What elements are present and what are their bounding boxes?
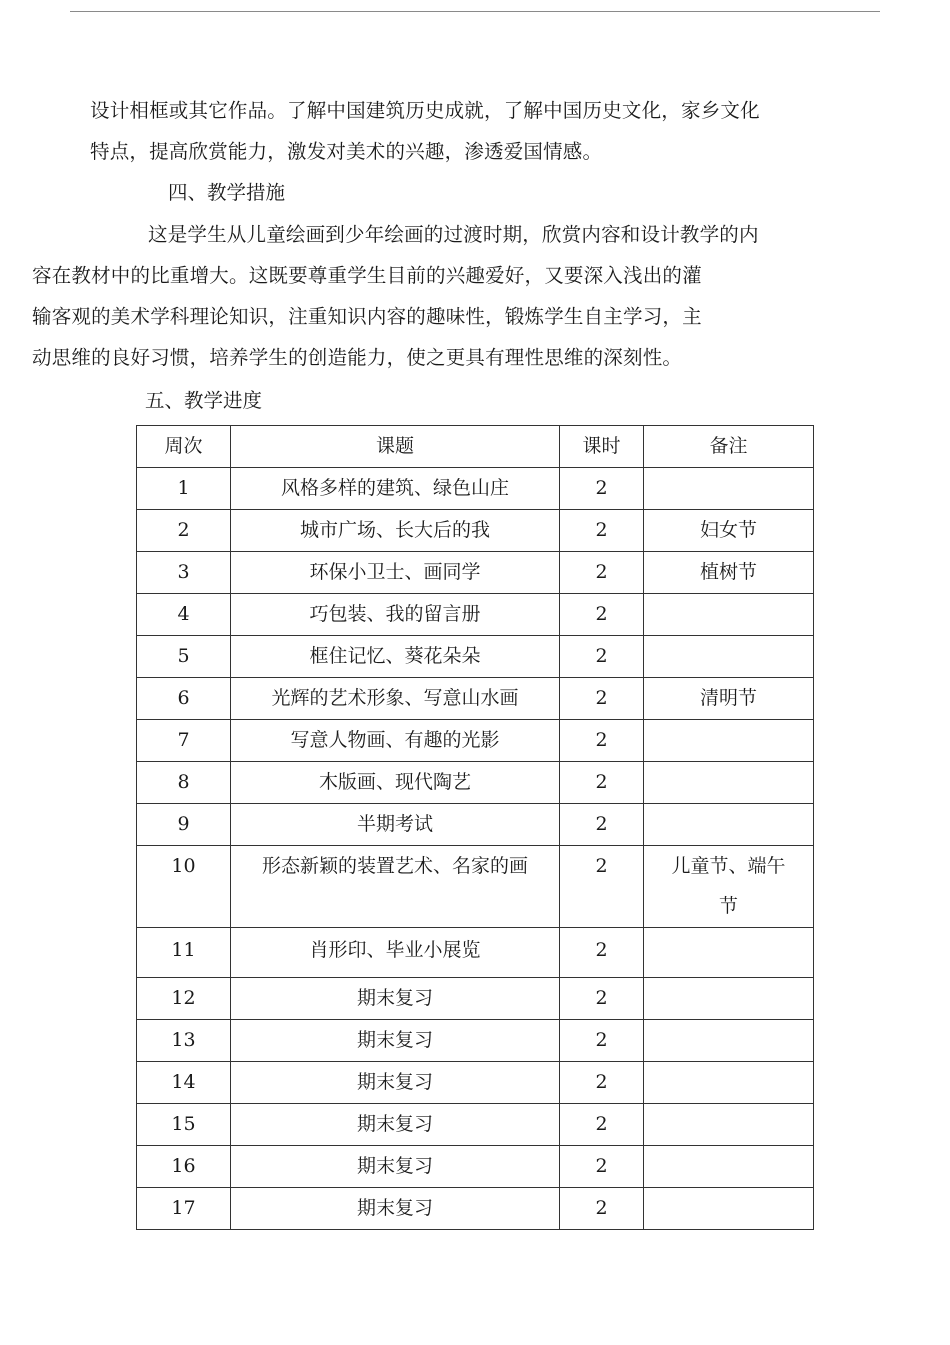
cell-note [644, 1020, 814, 1062]
table-row [137, 1146, 814, 1188]
cell-week: 9 [137, 804, 231, 846]
cell-topic: 城市广场、长大后的我 [231, 510, 560, 552]
cell-hours: 2 [560, 552, 644, 594]
cell-week: 4 [137, 594, 231, 636]
cell-hours: 2 [560, 978, 644, 1020]
cell-topic: 巧包装、我的留言册 [231, 594, 560, 636]
table-row [137, 510, 814, 552]
cell-hours: 2 [560, 762, 644, 804]
cell-topic: 期末复习 [231, 1062, 560, 1104]
cell-week: 14 [137, 1062, 231, 1104]
schedule-table [136, 425, 814, 1230]
cell-hours: 2 [560, 720, 644, 762]
text-line: 动思维的良好习惯，培养学生的创造能力，使之更具有理性思维的深刻性。 [32, 346, 683, 369]
cell-week: 12 [137, 978, 231, 1020]
cell-note: 清明节 [644, 678, 814, 720]
cell-note [644, 846, 814, 928]
cell-week: 13 [137, 1020, 231, 1062]
text-line: 特点，提高欣赏能力，激发对美术的兴趣，渗透爱国情感。 [90, 140, 603, 163]
cell-note [644, 468, 814, 510]
cell-hours: 2 [560, 1188, 644, 1230]
cell-week: 2 [137, 510, 231, 552]
cell-topic: 光辉的艺术形象、写意山水画 [231, 678, 560, 720]
header-topic: 课题 [231, 426, 560, 468]
text-line: 容在教材中的比重增大。这既要尊重学生目前的兴趣爱好，又要深入浅出的灌 [32, 264, 702, 287]
table-row [137, 762, 814, 804]
cell-hours: 2 [560, 804, 644, 846]
cell-week: 5 [137, 636, 231, 678]
cell-week: 17 [137, 1188, 231, 1230]
cell-hours: 2 [560, 510, 644, 552]
table-row [137, 846, 814, 928]
cell-note [644, 636, 814, 678]
cell-hours: 2 [560, 1062, 644, 1104]
text-line: 这是学生从儿童绘画到少年绘画的过渡时期，欣赏内容和设计教学的内 [148, 223, 759, 246]
cell-topic: 木版画、现代陶艺 [231, 762, 560, 804]
cell-note [644, 1188, 814, 1230]
section-heading-schedule: 五、教学进度 [145, 389, 263, 412]
cell-note [644, 594, 814, 636]
cell-hours: 2 [560, 636, 644, 678]
cell-topic: 期末复习 [231, 1146, 560, 1188]
cell-note: 植树节 [644, 552, 814, 594]
cell-week: 8 [137, 762, 231, 804]
note-line: 儿童节、端午 [671, 855, 786, 877]
section-heading-measures: 四、教学措施 [168, 181, 286, 204]
header-hours: 课时 [560, 426, 644, 468]
cell-hours: 2 [560, 1146, 644, 1188]
cell-week: 1 [137, 468, 231, 510]
cell-topic: 期末复习 [231, 1188, 560, 1230]
cell-hours: 2 [560, 678, 644, 720]
table-row [137, 678, 814, 720]
cell-hours: 2 [560, 1020, 644, 1062]
cell-hours: 2 [560, 1104, 644, 1146]
cell-note [644, 804, 814, 846]
note-line: 节 [718, 895, 738, 917]
table-row [137, 928, 814, 978]
cell-topic: 肖形印、毕业小展览 [231, 928, 560, 978]
cell-note [644, 978, 814, 1020]
cell-hours: 2 [560, 468, 644, 510]
table-row [137, 804, 814, 846]
cell-week: 3 [137, 552, 231, 594]
cell-topic: 风格多样的建筑、绿色山庄 [231, 468, 560, 510]
table-row [137, 978, 814, 1020]
cell-hours: 2 [560, 846, 644, 928]
header-week: 周次 [137, 426, 231, 468]
cell-topic: 环保小卫士、画同学 [231, 552, 560, 594]
cell-week: 15 [137, 1104, 231, 1146]
cell-note [644, 1104, 814, 1146]
text-line: 设计相框或其它作品。了解中国建筑历史成就，了解中国历史文化，家乡文化 [90, 99, 760, 122]
cell-week: 16 [137, 1146, 231, 1188]
cell-topic: 半期考试 [231, 804, 560, 846]
cell-note [644, 928, 814, 978]
table-row [137, 594, 814, 636]
header-rule [70, 11, 880, 12]
cell-note: 妇女节 [644, 510, 814, 552]
table-row [137, 468, 814, 510]
text-line: 输客观的美术学科理论知识，注重知识内容的趣味性，锻炼学生自主学习，主 [32, 305, 702, 328]
cell-topic: 期末复习 [231, 1104, 560, 1146]
table-row [137, 1062, 814, 1104]
cell-topic: 期末复习 [231, 1020, 560, 1062]
table-row [137, 1188, 814, 1230]
cell-hours: 2 [560, 594, 644, 636]
cell-note [644, 1062, 814, 1104]
header-note: 备注 [644, 426, 814, 468]
cell-topic: 形态新颖的装置艺术、名家的画 [231, 846, 560, 928]
table-header-row [137, 426, 814, 468]
table-row [137, 1104, 814, 1146]
cell-week: 6 [137, 678, 231, 720]
cell-note [644, 762, 814, 804]
paragraph-measures [32, 214, 810, 378]
cell-week: 11 [137, 928, 231, 978]
cell-note [644, 720, 814, 762]
cell-topic: 期末复习 [231, 978, 560, 1020]
cell-topic: 框住记忆、葵花朵朵 [231, 636, 560, 678]
paragraph-objectives [90, 90, 810, 172]
table-row [137, 636, 814, 678]
cell-week: 7 [137, 720, 231, 762]
cell-note [644, 1146, 814, 1188]
cell-topic: 写意人物画、有趣的光影 [231, 720, 560, 762]
cell-week: 10 [137, 846, 231, 928]
table-row [137, 552, 814, 594]
cell-hours: 2 [560, 928, 644, 978]
table-row [137, 1020, 814, 1062]
table-row [137, 720, 814, 762]
